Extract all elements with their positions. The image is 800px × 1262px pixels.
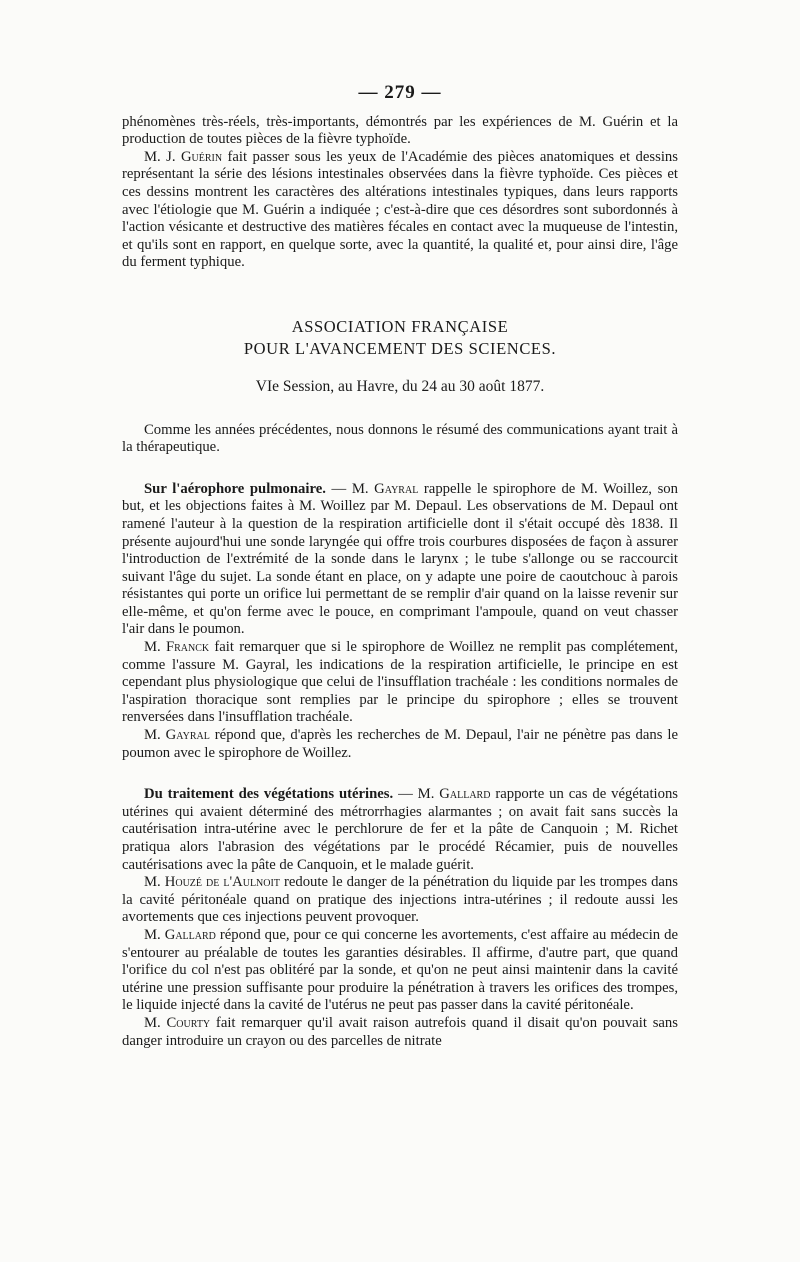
- paragraph-text: redoute le danger de la pénétration du liquide par les trompes dans la cavité péritonéale quand on pratique des injections intra-utérines ; il redoute aussi les avortements que ces injections peuvent provoquer.: [122, 874, 678, 926]
- author-name: M. Courty: [144, 1014, 211, 1031]
- author-name: M. Franck: [144, 639, 210, 656]
- vegetations-paragraph-3: [122, 927, 678, 1015]
- author-name: M. Gallard: [144, 926, 216, 943]
- page: [122, 84, 678, 1050]
- author-name: M. Gallard: [417, 786, 491, 803]
- intro-paragraph-2: [122, 149, 678, 272]
- aerophore-paragraph-1: [122, 481, 678, 639]
- aerophore-paragraph-2: [122, 639, 678, 727]
- vegetations-heading: Du traitement des végétations utérines.: [144, 786, 394, 803]
- page-number: — 279 —: [358, 82, 442, 103]
- author-name: M. Gayral: [351, 480, 419, 497]
- dash: —: [325, 480, 352, 497]
- author-name: M. Gayral: [144, 727, 210, 744]
- aerophore-paragraph-3: [122, 727, 678, 762]
- vegetations-paragraph-4: [122, 1015, 678, 1050]
- paragraph-text: fait remarquer qu'il avait raison autrefois quand il disait qu'on pouvait sans danger introduire un crayon ou des parcelles de nitrate: [122, 1014, 678, 1049]
- spacer: [122, 457, 678, 481]
- dash: —: [393, 786, 418, 803]
- intro-paragraph-1: phénomènes très-réels, très-importants, démontrés par les expériences de M. Guérin et la production de toutes pièces de la fièvre typhoïde.: [122, 113, 678, 148]
- session-line: VIe Session, au Havre, du 24 au 30 août 1877.: [255, 377, 545, 395]
- author-name: M. J. Guérin: [144, 148, 223, 165]
- spacer: [122, 762, 678, 786]
- paragraph-text: rapporte un cas de végétations utérines qui avaient déterminé des métrorrhagies alarmantes ; on avait fait sans succès la cautérisation intra-utérine avec le perchlorure de fer et la pâte de Canquoin ; M. Richet pratiqua alors l'abrasion des végétations par le procédé Récamier, puis de nouvelles cautérisations avec la pâte de Canquoin, et le malade guérit.: [122, 786, 679, 873]
- author-name: M. Houzé de l'Aulnoit: [144, 874, 280, 891]
- paragraph-text: fait remarquer que si le spirophore de Woillez ne remplit pas complétement, comme l'assure M. Gayral, les indications de la respiration artificielle, le principe en est cependant plus physiologique que celui de l'insufflation trachéale : les conditions normales de l'aspiration thoracique sont remplies par le principe du spirophore ; elles se trouvent renversées dans l'insufflation trachéale.: [122, 639, 678, 726]
- paragraph-text: répond que, d'après les recherches de M. Depaul, l'air ne pénètre pas dans le poumon avec le spirophore de Woillez.: [122, 727, 678, 761]
- paragraph-text: répond que, pour ce qui concerne les avortements, c'est affaire au médecin de s'entourer au préalable de toutes les garanties désirables. Il affirme, d'autre part, que quand l'orifice du col n'est pas oblitéré par la sonde, et qu'on ne peut ainsi maintenir dans la cavité utérine une pression suffisante pour produire la pénétration à travers les orifices des trompes, le liquide injecté dans la cavité de l'utérus ne peut pas passer dans la cavité péritonéale.: [122, 926, 678, 1014]
- vegetations-paragraph-1: [122, 786, 678, 874]
- paragraph-text: rappelle le spirophore de M. Woillez, son but, et les objections faites à M. Woillez par M. Depaul. Les observations de M. Depaul ont ramené l'auteur à la question de la respiration artificielle dont il s'était occupé dès 1838. Il présente aujourd'hui une sonde laryngée qui offre trois courbures disposées de façon à assurer l'introduction de l'extrémité de la sonde dans le larynx ; le tube s'allonge ou se raccourcit suivant l'âge du sujet. La sonde étant en place, on y adapte une poire de caoutchouc à parois résistantes qui porte un orifice lui permettant de se remplir d'air quand on la laisse revenir sur elle-même, et qu'on ferme avec le pouce, en comprimant l'ampoule, quand on veut chasser l'air dans le poumon.: [122, 480, 678, 638]
- paragraph-text: fait passer sous les yeux de l'Académie des pièces anatomiques et dessins représentant la série des lésions intestinales observées dans la fièvre typhoïde. Ces pièces et ces dessins montrent les caractères des altérations intestinales typiques, dans leurs rapports avec l'étiologie que M. Guérin a indiquée ; c'est-à-dire que ces désordres sont subordonnés à l'action vésicante et destructive des matières fécales en contact avec la muqueuse de l'intestin, et qu'ils sont en rapport, en quelque sorte, avec la quantité, la qualité et, pour ainsi dire, l'âge du ferment typhique.: [122, 148, 678, 271]
- aerophore-heading: Sur l'aérophore pulmonaire.: [144, 480, 326, 497]
- section-title-line-1: ASSOCIATION FRANÇAISE: [291, 316, 509, 336]
- section-title-line-2: POUR L'AVANCEMENT DES SCIENCES.: [243, 338, 557, 358]
- vegetations-paragraph-2: [122, 874, 678, 927]
- section-intro: Comme les années précédentes, nous donnons le résumé des communications ayant trait à la thérapeutique.: [122, 421, 678, 456]
